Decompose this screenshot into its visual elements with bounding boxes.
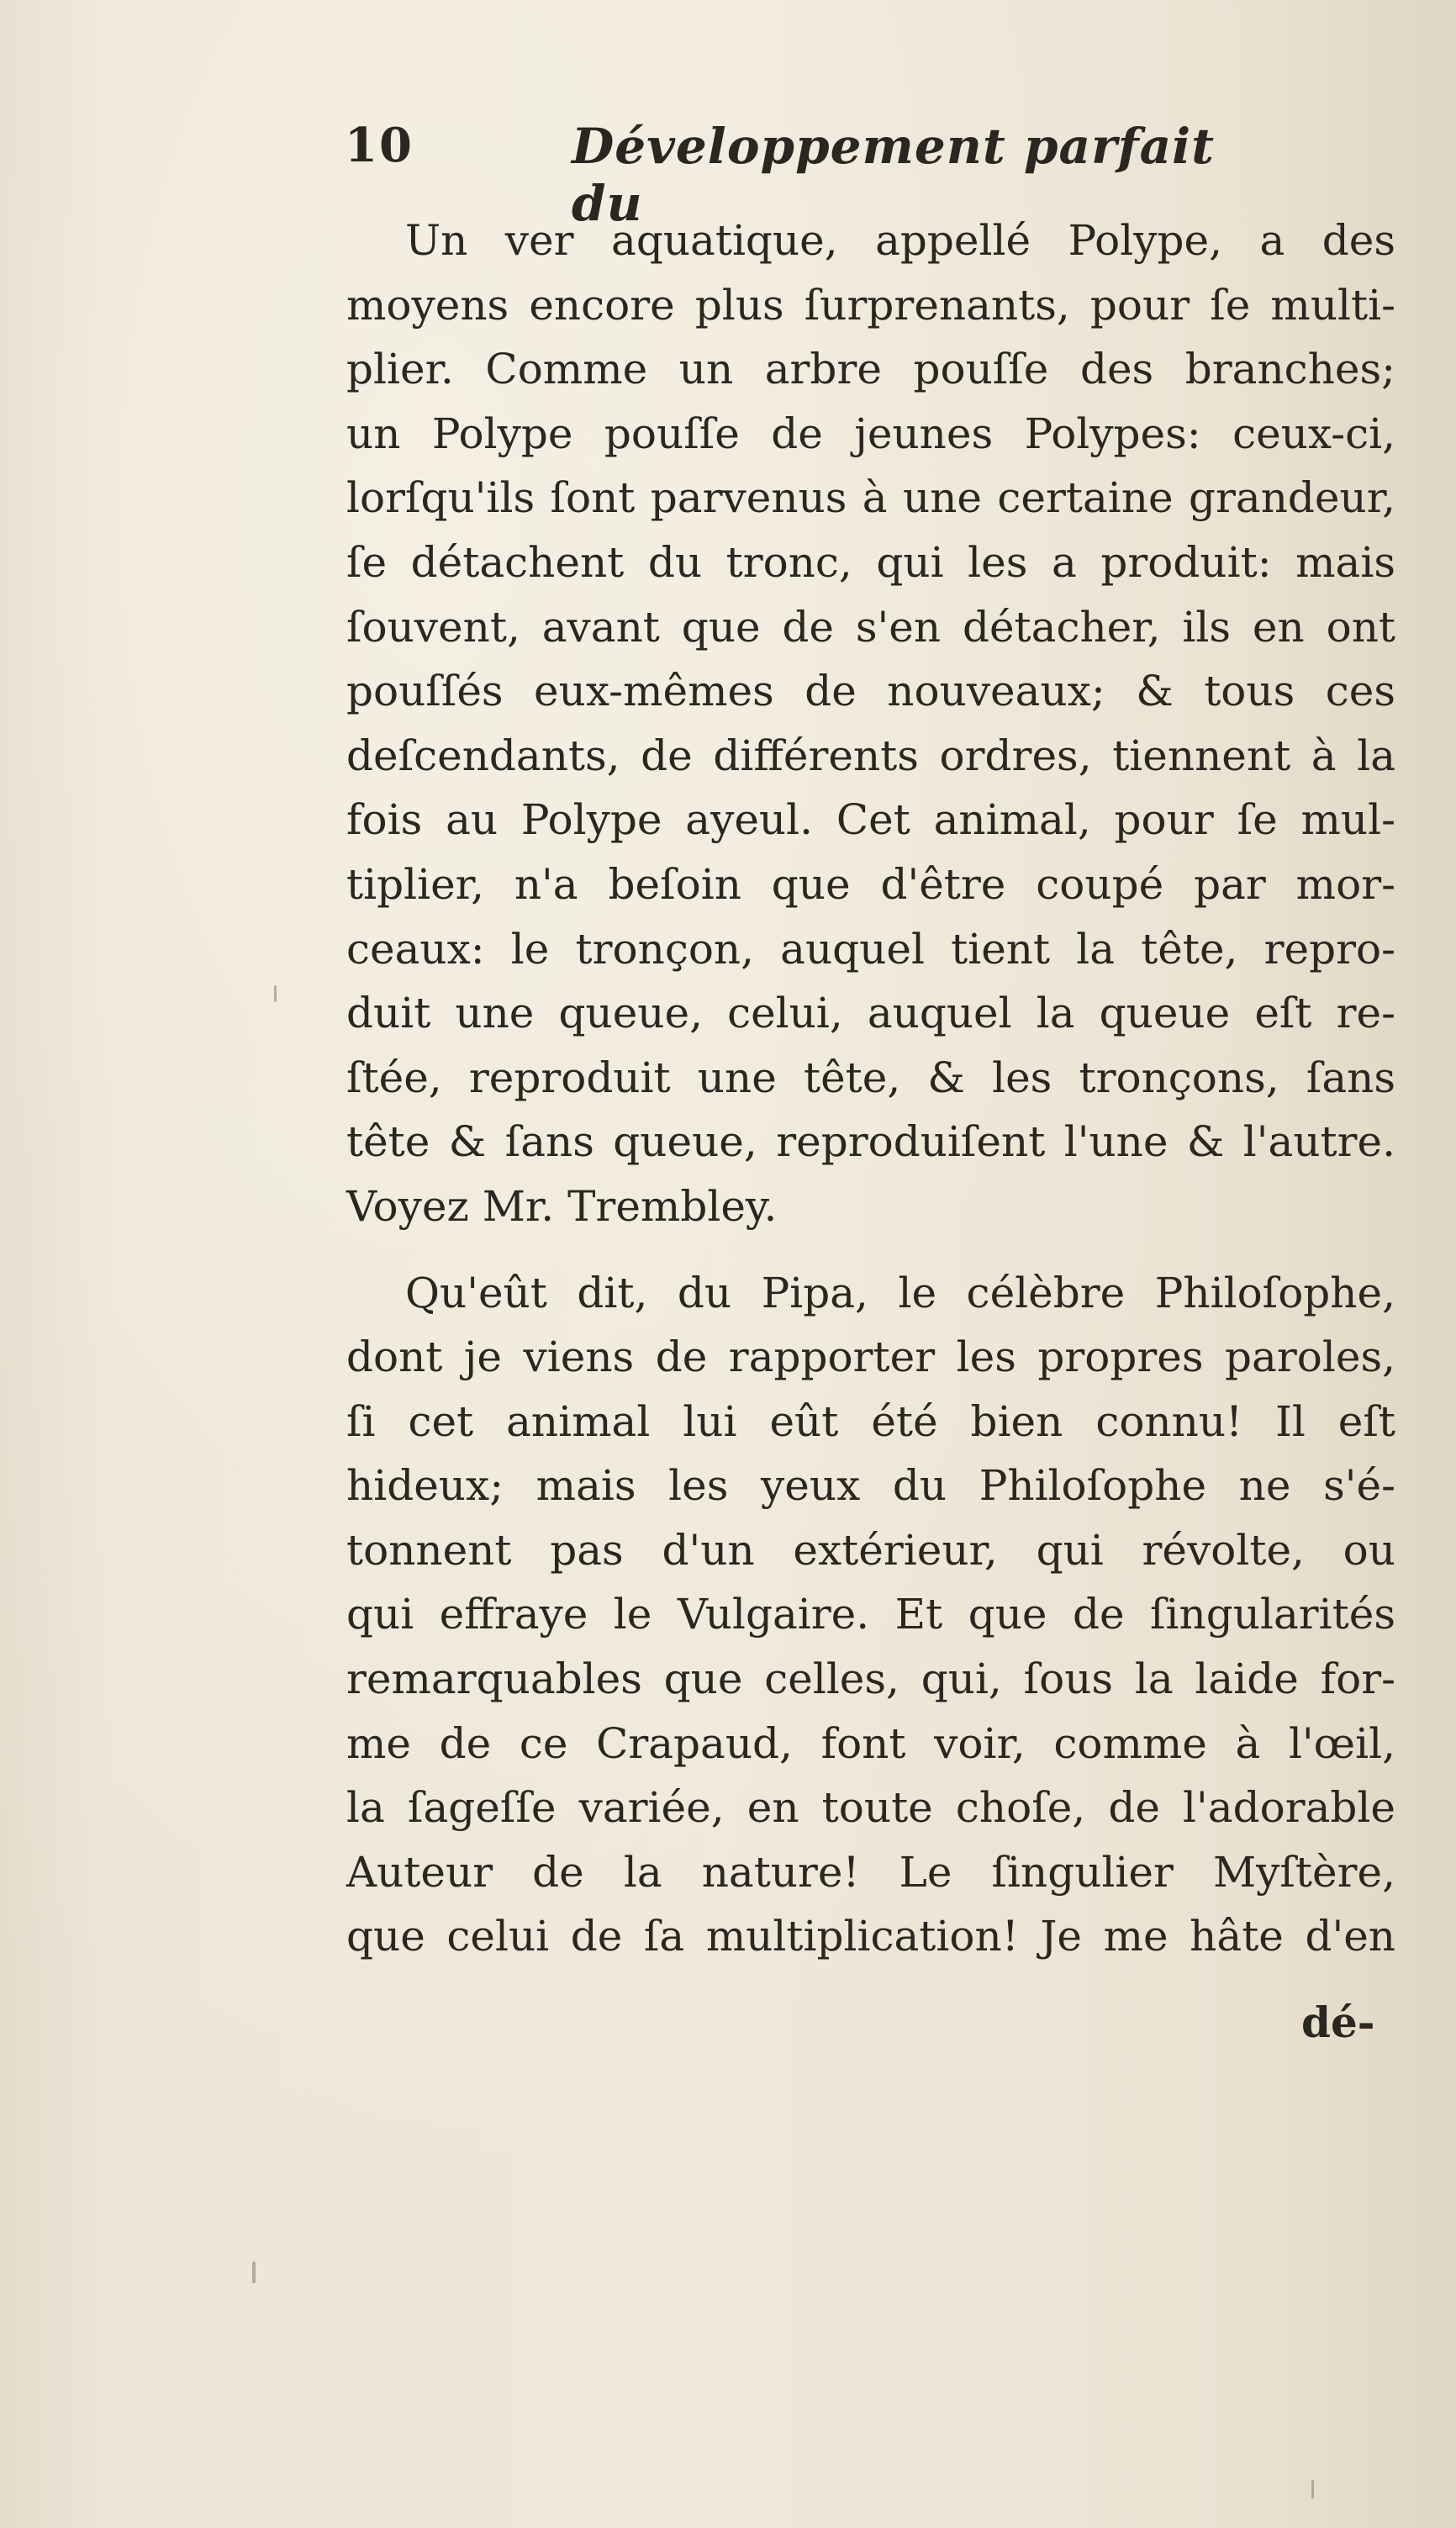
text-line: ſouvent, avant que de s'en détacher, ils en ont: [346, 602, 1395, 652]
text-line: Voyez Mr. Trembley.: [346, 1181, 778, 1231]
ink-speck: [1311, 2480, 1314, 2499]
text-line: hideux; mais les yeux du Philoſophe ne s'é-: [346, 1461, 1395, 1511]
paragraph-gap: [346, 1239, 1395, 1261]
page-number: 10: [345, 118, 414, 173]
text-line: remarquables que celles, qui, ſous la laide for-: [346, 1655, 1395, 1704]
text-line: que celui de ſa multiplication! Je me hâte d'en: [346, 1912, 1395, 1961]
text-line: ſtée, reproduit une tête, & les tronçons, ſans: [346, 1053, 1395, 1102]
text-line: ſe détachent du tronc, qui les a produit: mais: [346, 537, 1395, 587]
text-line: la ſageſſe variée, en toute choſe, de l'adorable: [346, 1783, 1395, 1833]
running-head: Développement parfait du: [572, 118, 1216, 232]
text-line: plier. Comme un arbre pouſſe des branches;: [346, 345, 1395, 394]
ink-speck: [274, 985, 277, 1002]
text-line: Un ver aquatique, appellé Polype, a des: [405, 216, 1395, 265]
text-line: fois au Polype ayeul. Cet animal, pour ſe mul-: [346, 795, 1395, 845]
text-line: moyens encore plus ſurprenants, pour ſe multi-: [346, 280, 1395, 330]
text-line: ceaux: le tronçon, auquel tient la tête, repro-: [346, 924, 1395, 974]
text-line: tonnent pas d'un extérieur, qui révolte, ou: [346, 1525, 1395, 1575]
ink-speck: [252, 2261, 256, 2283]
text-line: tête & ſans queue, reproduiſent l'une & l'autre.: [346, 1117, 1395, 1167]
text-line: dont je viens de rapporter les propres paroles,: [346, 1333, 1395, 1382]
text-line: qui effraye le Vulgaire. Et que de ſingularités: [346, 1590, 1395, 1639]
text-line: deſcendants, de différents ordres, tiennent à la: [346, 731, 1395, 780]
text-line: me de ce Crapaud, font voir, comme à l'œil,: [346, 1718, 1395, 1768]
body-text: [346, 208, 1395, 1969]
catchword: dé-: [1301, 1998, 1375, 2047]
text-line: pouſſés eux-mêmes de nouveaux; & tous ces: [346, 667, 1395, 716]
text-line: Auteur de la nature! Le ſingulier Myſtère,: [346, 1847, 1395, 1897]
text-line: duit une queue, celui, auquel la queue eſt re-: [346, 989, 1395, 1038]
text-line: un Polype pouſſe de jeunes Polypes: ceux-ci,: [346, 409, 1395, 458]
page-header: [345, 118, 1253, 232]
text-line: Qu'eût dit, du Pipa, le célèbre Philoſophe,: [405, 1268, 1395, 1317]
text-line: lorſqu'ils ſont parvenus à une certaine grandeur,: [346, 473, 1395, 523]
text-line: tiplier, n'a beſoin que d'être coupé par mor-: [346, 859, 1395, 909]
text-line: ſi cet animal lui eût été bien connu! Il eſt: [346, 1396, 1395, 1446]
